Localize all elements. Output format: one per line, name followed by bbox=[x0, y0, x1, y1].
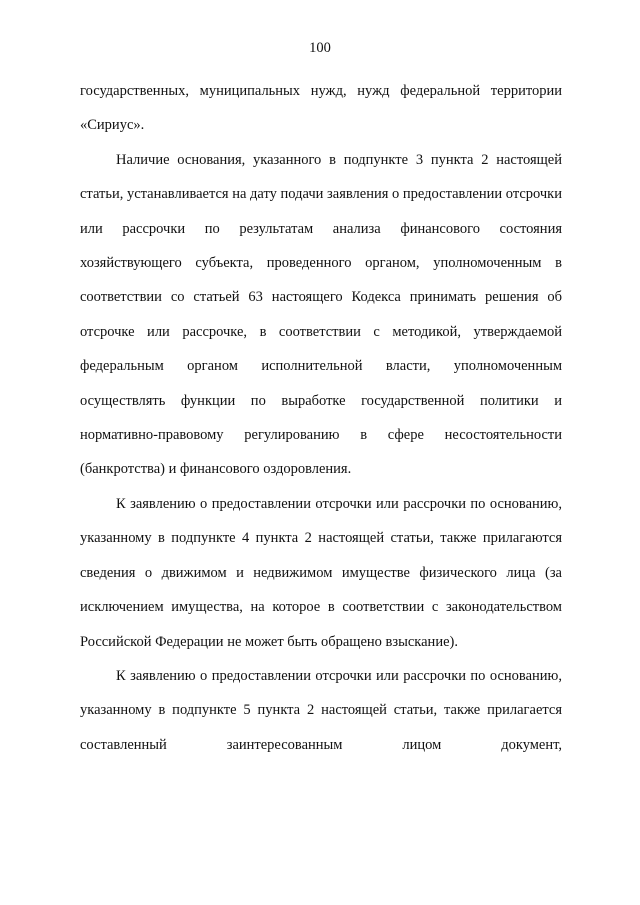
paragraph-4: К заявлению о предоставлении отсрочки или рассрочки по основанию, указанному в подпункте 5 пункта 2 настоящей статьи, также прилагается составленный заинтересованным лицом документ, bbox=[80, 667, 562, 753]
paragraph-1-continuation: государственных, муниципальных нужд, нужд федеральной территории «Сириус». bbox=[80, 83, 562, 134]
paragraph-2: Наличие основания, указанного в подпункте 3 пункта 2 настоящей статьи, устанавливается на дату подачи заявления о предоставлении отсрочки или рассрочки по результатам анализа финансового состояния хозяйствующего субъекта, проведенного органом, уполномоченным в соответствии со статьей 63 настоящего Кодекса принимать решения об отсрочке или рассрочке, в соответствии с методикой, утверждаемой федеральным органом исполнительной власти, уполномоченным осуществлять функции по выработке государственной политики и нормативно-правовому регулированию в сфере несостоятельности (банкротства) и финансового оздоровления. bbox=[80, 151, 562, 478]
document-body bbox=[80, 74, 562, 762]
paragraph-3: К заявлению о предоставлении отсрочки или рассрочки по основанию, указанному в подпункте 4 пункта 2 настоящей статьи, также прилагаются сведения о движимом и недвижимом имуществе физического лица (за исключением имущества, на которое в соответствии с законодательством Российской Федерации не может быть обращено взыскание). bbox=[80, 495, 562, 650]
page-number: 100 bbox=[309, 40, 331, 56]
